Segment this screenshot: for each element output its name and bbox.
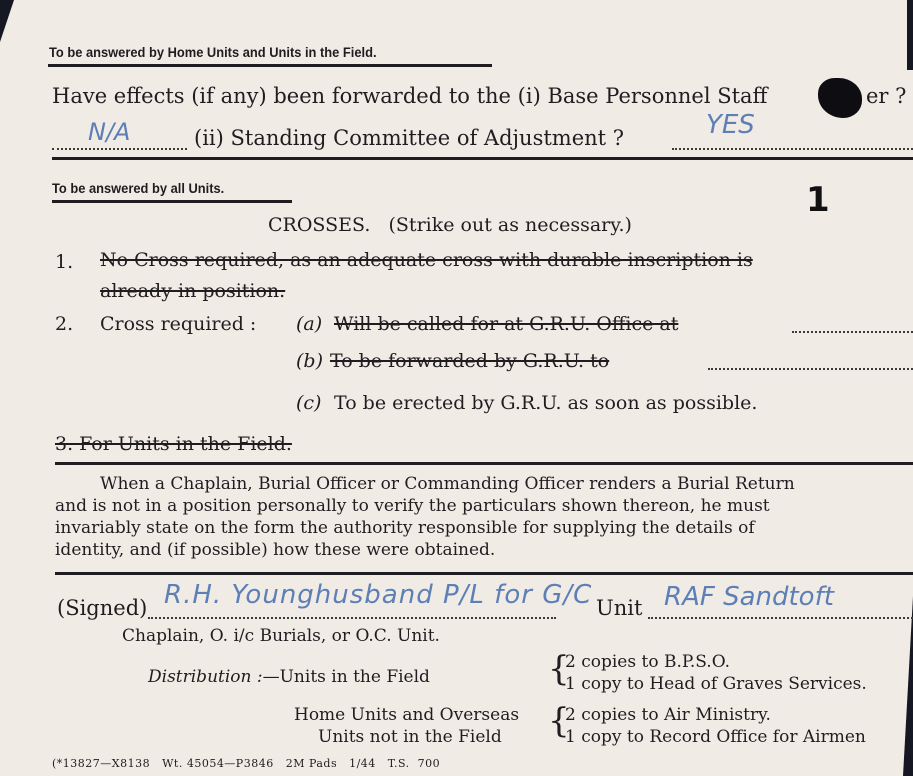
item2-label: Cross required : [100,313,257,335]
crosses-note: (Strike out as necessary.) [388,214,632,236]
group2-name-line1: Home Units and Overseas [294,705,520,725]
distribution-group1 [148,667,430,687]
background-corner-top-left [0,0,14,42]
section-heading-home-units: To be answered by Home Units and Units in the Field. [49,44,377,60]
instruction-line1: When a Chaplain, Burial Officer or Commanding Officer renders a Burial Return [100,474,795,494]
print-code: (*13827—X8138 Wt. 45054—P3846 2M Pads 1/44 T.S. 700 [52,757,441,770]
group2-name-line2: Units not in the Field [318,727,502,747]
background-corner-bottom-right [903,596,913,776]
brace-icon: { [548,649,570,689]
item2-c-text: To be erected by G.R.U. as soon as possible. [334,392,758,414]
heading-underline [48,64,492,67]
item2-c-marker: (c) [296,392,322,414]
instruction-line3: invariably state on the form the authority responsible for supplying the details of [55,518,755,538]
item2-b-text: To be forwarded by G.R.U. to [330,350,610,372]
signed-label: (Signed) [57,596,148,620]
signature-handwritten: R.H. Younghusband P/L for G/C [164,580,593,610]
instruction-line4: identity, and (if possible) how these were obtained. [55,540,496,560]
item2-a-field[interactable] [792,331,913,333]
effects-question-tail: er ? [866,84,907,108]
effects-question-line1: Have effects (if any) been forwarded to the (i) Base Personnel Staff [52,84,768,108]
answer-i-field[interactable] [52,148,187,150]
item1-number: 1. [55,251,74,273]
crosses-title-text: CROSSES. [268,214,371,236]
heading-underline [52,200,292,203]
group1-item: 2 copies to B.P.S.O. [565,652,731,672]
group2-item: 1 copy to Record Office for Airmen [565,727,866,747]
section-divider [55,572,913,575]
unit-label: Unit [596,596,643,620]
item2-a-marker: (a) [296,313,323,335]
margin-mark: 1 [806,180,830,220]
instruction-line2: and is not in a position personally to verify the particulars shown thereon, he must [55,496,770,516]
unit-field[interactable] [648,617,913,619]
item2-number: 2. [55,313,74,335]
signature-role-caption: Chaplain, O. i/c Burials, or O.C. Unit. [122,626,440,646]
item1-text-line2: already in position. [100,280,286,302]
crosses-title [268,214,632,236]
distribution-label: Distribution :— [148,667,280,687]
item2-b-field[interactable] [708,368,913,370]
ink-blot [818,78,862,118]
item1-text-line1: No Cross required, as an adequate cross with durable inscription is [100,249,753,271]
section-divider [52,157,913,160]
unit-handwritten: RAF Sandtoft [664,582,834,612]
group1-name: Units in the Field [279,667,430,687]
item2-a-text: Will be called for at G.R.U. Office at [334,313,679,335]
brace-icon: { [548,701,570,741]
section-heading-all-units: To be answered by all Units. [52,180,225,196]
item3-text: 3. For Units in the Field. [55,433,292,455]
item2-b-marker: (b) [296,350,323,372]
answer-ii-handwritten: YES [706,110,755,140]
answer-i-handwritten: N/A [88,118,131,146]
answer-ii-field[interactable] [672,148,913,150]
signed-field[interactable] [148,617,556,619]
section-divider [55,462,913,465]
effects-question-line2: (ii) Standing Committee of Adjustment ? [194,126,625,150]
group2-item: 2 copies to Air Ministry. [565,705,771,725]
background-edge-top-right [907,0,913,70]
group1-item: 1 copy to Head of Graves Services. [565,674,867,694]
